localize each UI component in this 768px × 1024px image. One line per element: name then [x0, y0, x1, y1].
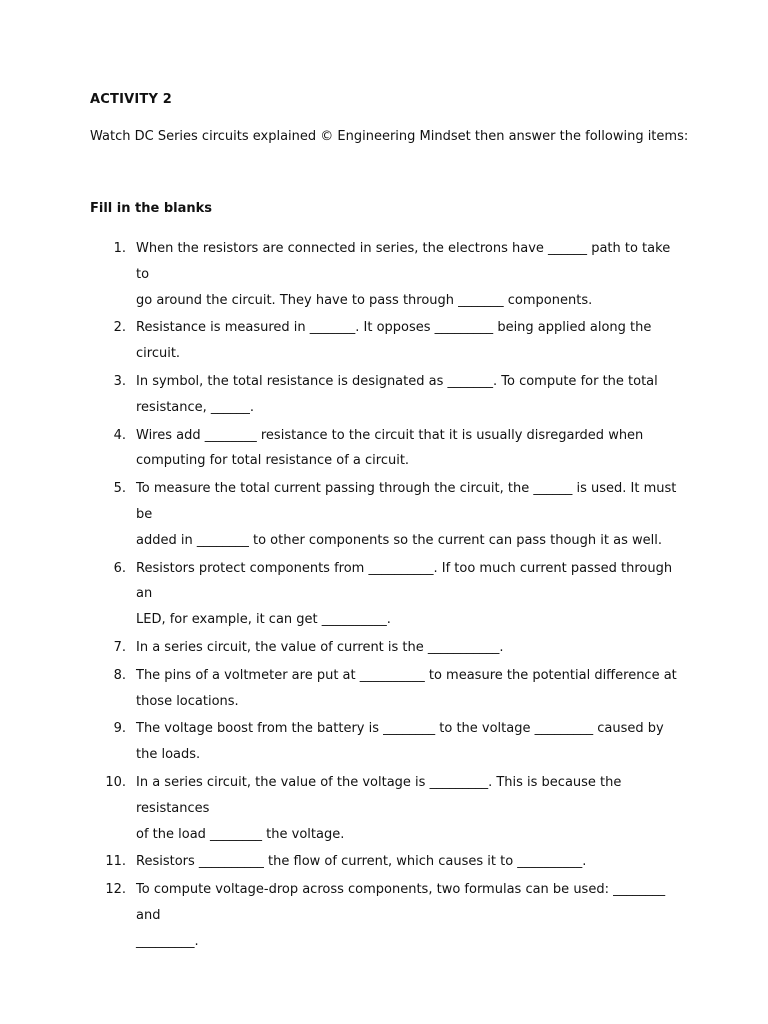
question-line: To compute voltage-drop across components, two formulas can be used: ________ and: [136, 882, 666, 923]
question-text: [136, 556, 681, 633]
question-text: [136, 315, 681, 367]
question-text: [136, 663, 681, 715]
question-line: circuit.: [136, 346, 181, 362]
question-line: _________.: [136, 933, 199, 949]
question-line: go around the circuit. They have to pass through _______ components.: [136, 292, 593, 308]
question-line: Resistance is measured in _______. It opposes _________ being applied along the: [136, 320, 652, 336]
question-number: 8.: [113, 667, 126, 683]
question-item: [0, 423, 768, 475]
intro-text: Watch DC Series circuits explained © Engineering Mindset then answer the following items:: [90, 129, 689, 144]
question-item: [0, 877, 768, 954]
question-text: [136, 369, 681, 421]
question-number: 4.: [113, 427, 126, 443]
question-line: To measure the total current passing through the circuit, the ______ is used. It must be: [136, 481, 677, 522]
question-text: [136, 877, 681, 954]
question-number: 2.: [113, 320, 126, 336]
question-text: [136, 236, 681, 313]
question-line: Resistors __________ the flow of current, which causes it to __________.: [136, 854, 587, 870]
question-line: LED, for example, it can get __________.: [136, 612, 391, 628]
question-line: computing for total resistance of a circuit.: [136, 453, 410, 469]
question-item: [0, 635, 768, 661]
question-text: [136, 476, 681, 553]
question-line: When the resistors are connected in series, the electrons have ______ path to take to: [136, 241, 671, 282]
question-text: [136, 770, 681, 847]
question-line: The voltage boost from the battery is ________ to the voltage _________ caused by: [136, 721, 664, 737]
question-item: [0, 716, 768, 768]
question-item: [0, 849, 768, 875]
question-item: [0, 663, 768, 715]
question-number: 6.: [113, 560, 126, 576]
question-text: [136, 635, 681, 661]
question-line: added in ________ to other components so the current can pass though it as well.: [136, 532, 662, 548]
question-item: [0, 476, 768, 553]
question-number: 3.: [113, 373, 126, 389]
question-line: those locations.: [136, 693, 239, 709]
question-line: resistance, ______.: [136, 399, 255, 415]
question-number: 12.: [105, 882, 126, 898]
section-title: Fill in the blanks: [90, 201, 212, 216]
question-number: 1.: [113, 241, 126, 256]
question-line: of the load ________ the voltage.: [136, 826, 345, 842]
question-item: [0, 770, 768, 847]
question-number: 10.: [105, 774, 126, 790]
question-line: The pins of a voltmeter are put at __________ to measure the potential difference at: [136, 667, 677, 683]
activity-title: ACTIVITY 2: [90, 92, 173, 107]
question-line: In a series circuit, the value of the voltage is _________. This is because the resistances: [136, 774, 622, 816]
question-text: [136, 423, 681, 475]
question-line: Wires add ________ resistance to the circuit that it is usually disregarded when: [136, 427, 644, 443]
question-text: [136, 716, 681, 768]
question-list: [0, 236, 768, 957]
question-number: 7.: [113, 639, 126, 655]
question-item: [0, 556, 768, 633]
question-number: 9.: [113, 721, 126, 737]
question-text: [136, 849, 681, 875]
question-number: 5.: [113, 481, 126, 497]
question-line: Resistors protect components from __________. If too much current passed through an: [136, 560, 673, 602]
question-item: [0, 236, 768, 313]
question-line: In symbol, the total resistance is designated as _______. To compute for the total: [136, 373, 658, 389]
question-item: [0, 369, 768, 421]
question-line: In a series circuit, the value of current is the ___________.: [136, 639, 504, 655]
question-item: [0, 315, 768, 367]
question-number: 11.: [105, 854, 126, 870]
question-line: the loads.: [136, 747, 201, 763]
